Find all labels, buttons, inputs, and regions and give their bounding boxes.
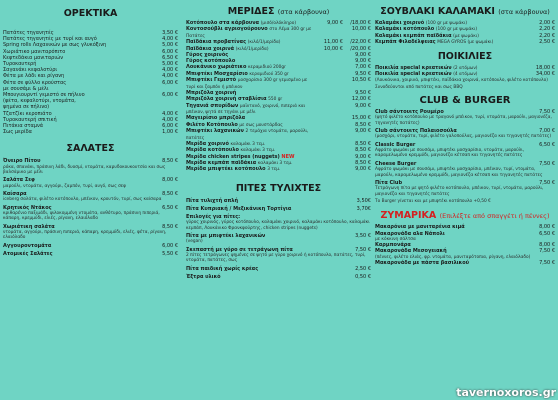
column-middle — [186, 0, 371, 282]
item-name: Μακαρονάδα με πάστα βασιλικού — [375, 259, 470, 266]
item-name-wrap — [3, 177, 162, 183]
column-right — [375, 0, 555, 266]
price-full: 9,00 € — [355, 153, 371, 160]
zymarika-subtitle: (Επιλέξτε από σπαγγέτι ή πέννες) — [439, 212, 550, 221]
section-title-orektika: ΟΡΕΚΤΙΚΑ — [63, 8, 118, 19]
item-name: Πίτα με μπιφτέκι λαχανικών — [186, 233, 266, 240]
item-desc: Αφράτο ψωμάκι με σουσάμι, μπιφτέκι μοσχαρίσιο, ντομάτα, μαρούλι, καραμελωμένο κρεμμύδι, μαγιονέζα κέτσαπ και τηγανητές πατάτες — [375, 148, 525, 159]
item-desc: 3 τεμ. — [267, 167, 281, 173]
item-name-wrap — [186, 206, 357, 212]
item-desc: μαϊντανό, χοιρινό, πιπεριά και μπέικον, ψητά σε τηγάνι με μέλι — [186, 103, 306, 116]
item-price: 6,50 € — [539, 230, 555, 237]
item-name: Club σάντουιτς Παλαιοσούλα — [375, 128, 457, 135]
item-name: Πατάτες τηγανητές με τυρί και αυγό — [3, 36, 97, 43]
price-full: 9,50 € — [355, 90, 371, 97]
item-name: Κοντοσούβλι αγριογούρουνο — [186, 26, 268, 33]
item-name-wrap — [186, 166, 315, 172]
item-name: Μπριζόλα χοιρινή — [186, 90, 237, 97]
price-half: 10,00 € — [323, 45, 343, 52]
item-name-wrap — [375, 260, 539, 266]
item-price: 34,00 € — [535, 71, 555, 78]
club-burger-list — [375, 109, 555, 206]
item-price: 4,00 € — [162, 73, 178, 80]
item-desc: κεραμιδιού 350 gr — [249, 71, 289, 77]
item-name: Κρητικός Ντάκος — [3, 204, 52, 211]
item-price: 7,50 € — [539, 179, 555, 186]
item-price — [315, 77, 371, 83]
item-name: Επιλογές για πίτες: — [186, 214, 241, 221]
section-title-pites: ΠΙΤΕΣ ΤΥΛΙΧΤΕΣ — [235, 182, 322, 194]
item-price: 8,50 € — [162, 191, 178, 198]
item-price: 3,50 € — [162, 30, 178, 36]
merides-subtitle: (στα κάρβουνα) — [277, 8, 330, 16]
item-price — [315, 160, 371, 166]
item-name: Τυροκαυτερή — [3, 61, 37, 68]
souvlaki-list — [375, 20, 555, 46]
orektika-list — [3, 30, 178, 135]
item-name: Πίτα Club — [375, 179, 403, 186]
spacer — [375, 204, 555, 206]
item-desc: (μισό/ολόκληρο) — [260, 21, 296, 26]
item-name: Ατομικές Σαλάτες — [3, 250, 53, 257]
price-full: 9,00 € — [355, 58, 371, 65]
zymarika-title: ΖΥΜΑΡΙΚΑ — [380, 210, 437, 222]
item-price: 6,00 € — [162, 123, 178, 130]
item-name-wrap — [186, 103, 315, 116]
item-price — [315, 64, 371, 70]
item-price — [315, 96, 371, 102]
item-price: 6,50 € — [162, 204, 178, 211]
item-name: Μπιφτέκι λαχανικών — [186, 128, 244, 135]
menu-item — [186, 266, 371, 272]
item-name-wrap — [375, 231, 539, 237]
item-name: Σαγανάκι κεφαλοτύρι — [3, 67, 58, 74]
menu-item — [186, 103, 371, 116]
item-price: 4,00 € — [162, 116, 178, 123]
item-price: 8,00 € — [539, 242, 555, 249]
item-desc: κριθαρένιο παξιμάδι, ψιλοκομμένη ντομάτα, ανθότυρο, πράσινη πιπεριά, κάπαρη, κρεμμύδι, ελιές, ρίγανη, ελαιόλαδο — [3, 210, 160, 222]
item-name: Καλαμάκι κεμπάπ παϊδάκια — [375, 32, 452, 39]
section-title-souvlaki — [375, 6, 555, 17]
item-price: 8,50 € — [162, 158, 178, 165]
section-title-club-burger: CLUB & BURGER — [419, 95, 511, 107]
item-desc: 2 πίτες τετράγωνες ψημένες σε ψητό με γύρο χοιρινό ή κοτόπουλο, πατάτες, τυρί, ντομάτα, πατάτες, σως — [186, 252, 366, 264]
item-price: 3,50 € — [355, 233, 371, 240]
item-desc: μοσχαρίσιο 300 gr γεμισμένο με τυρί και ζαμπόν ή μπέικον — [186, 78, 308, 90]
item-price: 7,50 € — [539, 160, 555, 167]
item-desc: (κιλό/1/μερίδα) — [247, 40, 281, 46]
item-price: 7,50 € — [355, 246, 371, 253]
price-full: 9,00 € — [355, 102, 371, 109]
spacer — [3, 257, 178, 259]
item-desc: (κιλό/1/μερίδα) — [235, 46, 269, 52]
item-price: 2,50 € — [355, 265, 371, 272]
item-name: Παϊδάκια χοιρινά — [186, 45, 235, 52]
item-price: 6,50 € — [539, 141, 555, 148]
item-price: 4,00 € — [162, 36, 178, 43]
item-name: Μερίδα chicken stripes (nuggets) — [186, 153, 280, 160]
menu-item — [375, 39, 555, 45]
item-price: 7,50 € — [539, 248, 555, 255]
item-price: 8,00 € — [539, 224, 555, 231]
item-name: Μερίδα κοτόπουλο — [186, 147, 239, 154]
item-name: Καρμπονάρα — [375, 242, 411, 249]
price-full: 8,50 € — [355, 140, 371, 147]
item-name: Κεμπάπ Φιλαδέλφειας — [375, 39, 436, 46]
item-name: Τζατζίκι κεροπιάτο — [3, 110, 52, 117]
item-desc: καλαμάκι 3 τεμ. — [257, 160, 293, 166]
price-full: 9,00 € — [355, 52, 371, 59]
item-price: 3,70€ — [356, 205, 371, 212]
menu-item — [186, 198, 371, 204]
item-name-wrap — [3, 158, 162, 164]
item-desc: (Λουκάνικα, χοιρινά, μπιφτέκι, παϊδάκια χοιρινά, κοτόπουλο, φιλέτο κοτόπουλο) Συνοδεύονται από πατάτες και σως BBQ — [375, 78, 548, 90]
menu-item — [186, 166, 371, 172]
item-desc: ρόκα, σπανάκι, πράσινη λάδι, δυοσμί, ντομάτα, καρυδοκουκουτσία και σως βαλσάμικο με μέλι — [3, 164, 166, 176]
item-price: 6,00 € — [162, 48, 178, 55]
item-price — [315, 166, 371, 172]
price-half: 9,00 € — [327, 20, 343, 26]
item-name: Σκεπαστή με γύρο σε τετράγωνη πίτα — [186, 246, 293, 253]
menu-item — [186, 206, 371, 212]
item-name: Χωριάτικο μανιταρόπιτο — [3, 48, 66, 55]
item-name: Club σάντουιτς Ρουμέρο — [375, 109, 444, 116]
item-desc: (4 ατόμων) — [453, 72, 478, 78]
spacer — [186, 280, 371, 282]
item-price: 7,50 € — [539, 259, 555, 266]
item-name-wrap — [186, 26, 315, 39]
item-name: Τυροκαυτερή σπιτική — [3, 116, 57, 123]
menu-item — [3, 224, 178, 230]
menu-item — [186, 77, 371, 90]
price-full: 15,00 € — [351, 115, 371, 122]
item-name: Καλαμάκι χοιρινό — [375, 20, 425, 26]
item-name: Κεφτεδάκια μανιταριών — [3, 54, 63, 61]
item-desc: iceberg σαλάτα, φιλέτο κοτόπουλο, μπέικον, κρουτόν, τυρί, σως καίσαρα — [3, 197, 162, 203]
item-name: Μερίδα κεμπάπ παϊδάκια — [186, 159, 257, 166]
item-desc: (2 ατόμων) — [453, 65, 478, 71]
item-desc: 2 τεμάχια ντομάτα, μαρούλι, πατάτες — [186, 129, 309, 141]
item-name: Παϊδάκια προβατίνας — [186, 39, 247, 46]
item-name: Ποικιλία special κρεατικών — [375, 71, 452, 78]
item-name-wrap — [186, 198, 357, 204]
section-title-salates: ΣΑΛΑΤΕΣ — [66, 143, 115, 155]
item-name-wrap — [375, 248, 539, 254]
salates-list — [3, 158, 178, 259]
item-price — [315, 147, 371, 153]
item-price — [315, 103, 371, 109]
price-full: 10,50 € — [351, 77, 371, 84]
price-full: 9,50 € — [355, 70, 371, 77]
menu-item — [3, 129, 178, 135]
item-name: Πίτα Κυπριακή / Μεξικάνικη Τορτίγια — [186, 205, 292, 212]
menu-item — [186, 128, 371, 141]
item-price: 4,00 € — [162, 110, 178, 117]
item-name: Καίσαρα — [3, 191, 27, 198]
item-desc: (100 gr με ψωμάκι) — [435, 27, 478, 33]
price-full: /22,00 € — [350, 39, 371, 46]
price-full: 8,50 € — [355, 121, 371, 128]
item-name: Καλαμάκι κοτόπουλο — [375, 26, 435, 33]
item-price: 2,20 € — [539, 26, 555, 33]
item-price: 7,00 € — [539, 128, 555, 135]
item-price: 5,00 € — [162, 42, 178, 49]
zymarika-list — [375, 224, 555, 266]
menu-item — [375, 77, 555, 90]
item-name: Μερίδα χοιρινό — [186, 140, 229, 147]
item-price — [315, 128, 371, 134]
item-name: Κοτόπουλο στα κάρβουνα — [186, 20, 260, 26]
item-name-wrap — [3, 205, 162, 211]
item-desc: 550 gr — [268, 97, 283, 103]
souvlaki-subtitle: (στα κάρβουνα) — [498, 8, 550, 16]
section-title-merides — [186, 6, 371, 17]
item-name-wrap — [186, 233, 355, 239]
menu-item — [186, 233, 371, 239]
item-price: 6,00 € — [162, 92, 178, 99]
item-name: Μπιφτέκι Γεμιστό — [186, 77, 237, 84]
item-name: Μακαρόνια με μανιταρένια κιμά — [375, 224, 465, 231]
item-price: 2,00 € — [539, 20, 555, 26]
item-price: 5,00 € — [162, 61, 178, 68]
item-price — [315, 122, 371, 128]
section-title-poikilies: ΠΟΙΚΙΛΙΕΣ — [437, 50, 493, 62]
item-name: Χωριάτικη σαλάτα — [3, 223, 55, 230]
item-desc: καλαμάκι 3 τεμ. — [230, 141, 266, 147]
item-name: (φέτα, κεφαλοτύρι, ντομάτα, — [3, 98, 76, 105]
item-name-wrap — [186, 77, 315, 90]
poikilies-list — [375, 65, 555, 91]
item-price: 6,00 € — [162, 79, 178, 86]
menu-item — [3, 243, 178, 249]
item-name: Μπιφτέκι Μοσχαρίσιο — [186, 70, 248, 77]
price-full: 12,00 € — [351, 96, 371, 103]
menu-item — [375, 231, 555, 237]
item-desc: Αφράτο ψωμάκι με σουσάμι, μπιφτέκι μοσχαρίσιο, μπέικον, τυρί, ντομάτα, μαρούλι, καραμελωμένο κρεμμύδι, μαγιονέζα κέτσαπ και τηγανητές πατάτες — [375, 167, 543, 178]
menu-item — [375, 248, 555, 254]
item-price: 6,50 € — [162, 54, 178, 61]
item-name: Πίτα παιδική χωρίς κρέας — [186, 265, 259, 272]
item-desc: (vegan) — [186, 239, 203, 245]
menu-item — [3, 158, 178, 164]
item-price: 18,00 € — [535, 64, 555, 71]
price-full: /20,00 € — [350, 45, 371, 52]
item-price: 7,50 € — [539, 109, 555, 116]
section-title-zymarika — [375, 210, 555, 221]
item-price: 5,50 € — [162, 250, 178, 257]
item-name: Γύρος χοιρινός — [186, 52, 229, 59]
item-name-wrap — [375, 39, 539, 45]
price-full: 8,50 € — [355, 147, 371, 154]
item-name: Σαλάτα Σεφ — [3, 177, 35, 184]
item-price: 0,50 € — [355, 273, 371, 280]
item-price: 8,00 € — [162, 177, 178, 184]
item-price — [315, 71, 371, 77]
item-name-wrap — [186, 274, 355, 280]
item-price: 4,00 € — [162, 67, 178, 74]
item-name: Spring rolls Λαχανικών με σως γλυκόξινη — [3, 42, 107, 49]
item-name: Μαγειρίσιο μπριζόλα — [186, 115, 246, 122]
item-price: 2,50 € — [539, 39, 555, 46]
item-price — [315, 39, 371, 45]
item-name: Classic Burger — [375, 141, 416, 148]
item-name: Πατάτες τηγανητές — [3, 30, 54, 36]
price-full: 8,50 € — [355, 159, 371, 166]
merides-title: ΜΕΡΙΔΕΣ — [227, 6, 275, 17]
item-desc: (με ψωμάκι) — [453, 33, 479, 39]
item-desc: γύρος χοιρινός, γύρος κοτόπουλο, καλαμάκι χοιρινό, καλαμάκι κοτόπουλο, καλαμάκι κεμπάπ, Λουκάνικο Φρανκφούρτης, chicken stripes (nuggets) — [186, 220, 370, 231]
souvlaki-title: ΣΟΥΒΛΑΚΙ ΚΑΛΑΜΑΚΙ — [380, 6, 495, 17]
item-name: Πίτα τυλιχτή απλή — [186, 197, 239, 204]
item-price — [315, 46, 371, 52]
item-name: Σως μερίδα — [3, 129, 32, 136]
item-desc: MEGA GYROS (με ψωμάκι) — [437, 40, 494, 46]
merides-list — [186, 20, 371, 173]
column-left — [3, 0, 178, 259]
new-badge: NEW — [281, 153, 295, 160]
item-name: Φέτα με λάδι και ρίγανη — [3, 73, 65, 80]
item-desc: (μοσχάρι, ντομάτα, τυρί, φιλέτο γαλοπούλας, μαγιονέζα και τηγανητές πατάτες) — [375, 134, 552, 140]
item-name: Όνειρο Πίτου — [3, 158, 41, 165]
item-desc: στο Λέμα 300 gr με Πατάτες — [186, 27, 312, 39]
item-name: Φιλέτο Κοτόπουλο — [186, 121, 238, 128]
item-name: με σουσάμι & μέλι — [3, 85, 49, 92]
item-desc: (ψητό φιλέτο κοτόπουλο με τραγανό μπέικον, τυρί, ντομάτα, μαρούλι, μαγιονέζα, τηγανητές πατάτες) — [375, 115, 552, 126]
item-price: 2,20 € — [539, 32, 555, 39]
item-name-wrap — [3, 224, 162, 230]
item-price: 1,00 € — [162, 129, 178, 136]
item-name: Φέτα σε φύλλο κρούστας — [3, 79, 67, 86]
item-name: Λουκάνικο χωριάτικο — [186, 64, 247, 71]
item-name: Πιτάκια σταμνά — [3, 123, 44, 130]
item-name: Ποικιλία special κρεατικών — [375, 64, 452, 71]
item-name: Τηγανιά σπυρίδων — [186, 102, 239, 109]
price-full: 9,00 € — [355, 166, 371, 173]
item-price: 6,00 € — [162, 242, 178, 249]
item-name-wrap — [375, 77, 555, 90]
item-desc: μαρούλι, ντομάτα, αγγούρι, ζαμπόν, τυρί, αυγό, σως σεφ — [3, 183, 126, 189]
item-name: Μακαρονάδα Μεσογειακή — [375, 248, 447, 255]
item-name: ψημένα σε πήλινο) — [3, 104, 50, 111]
item-desc: καλαμάκι 3 τεμ. — [240, 148, 276, 154]
menu-item — [375, 260, 555, 266]
item-desc: (100 gr με ψωμάκι) — [425, 21, 468, 26]
menu-item — [3, 205, 178, 211]
item-name: Cheese Burger — [375, 160, 417, 167]
item-price: 8,50 € — [162, 223, 178, 230]
watermark-text: tavernoxoros.gr — [456, 386, 556, 399]
item-desc: Τετράγωνη πίτα με ψητό φιλέτο κοτόπουλο, μπέικον, τυρί, ντομάτα, μαρούλι, μαγιονέζα και τηγανητές πατάτες — [375, 186, 544, 197]
price-full: 10,00 € — [351, 26, 371, 33]
item-name: Μπριζόλα χοιρινή σταβλίσια — [186, 96, 267, 103]
item-desc: (πέννες, φιλέτο ελιάς, φρ. ντομάτα, μανιταρότοπια, ρίγανη, ελαιόλαδο) — [375, 254, 531, 260]
menu-item — [186, 274, 371, 280]
item-desc: Το Burger γίνεται και με μπιφτέκι κοτόπουλο +0,50 € — [375, 198, 491, 204]
price-full: 7,00 € — [355, 64, 371, 71]
item-name: Μερίδα μπιφτέκι κοτόπουλο — [186, 166, 266, 173]
pites-list — [186, 198, 371, 282]
item-price: 3,50€ — [356, 197, 371, 204]
price-full: 9,00 € — [355, 128, 371, 135]
item-name-wrap — [186, 266, 355, 272]
item-name: Γύρος κοτόπουλο — [186, 58, 236, 65]
item-name: Έξτρα υλικό — [186, 273, 221, 280]
item-price — [315, 20, 371, 26]
menu-item — [3, 177, 178, 183]
item-desc: με σως μουστάρδας — [239, 122, 283, 128]
item-name-wrap — [186, 128, 315, 141]
item-name: Αγγουροντομάτα — [3, 242, 52, 249]
item-price — [315, 141, 371, 147]
menu-item — [186, 26, 371, 39]
item-name: Μπουγιουρντί γεμιστό σε πήλινο — [3, 92, 85, 99]
price-half: 11,00 € — [323, 39, 343, 46]
item-desc: ντομάτα, αγγούρι, πράσινη πιπεριά, κάπαρη, κρεμμύδι, ελιές, φέτα, ρίγανη, ελαιόλαδο — [3, 229, 167, 241]
item-name-wrap — [3, 251, 162, 257]
item-name: Μακαρονάδα αλα Νάπολι — [375, 230, 445, 237]
item-name-wrap — [3, 243, 162, 249]
item-price — [315, 26, 371, 32]
item-desc: κεραμιδιού 200gr — [248, 65, 286, 71]
item-desc: με κόκκινη σάλτσα — [375, 236, 416, 242]
price-full: /18,00 € — [350, 20, 371, 26]
menu-item — [3, 251, 178, 257]
